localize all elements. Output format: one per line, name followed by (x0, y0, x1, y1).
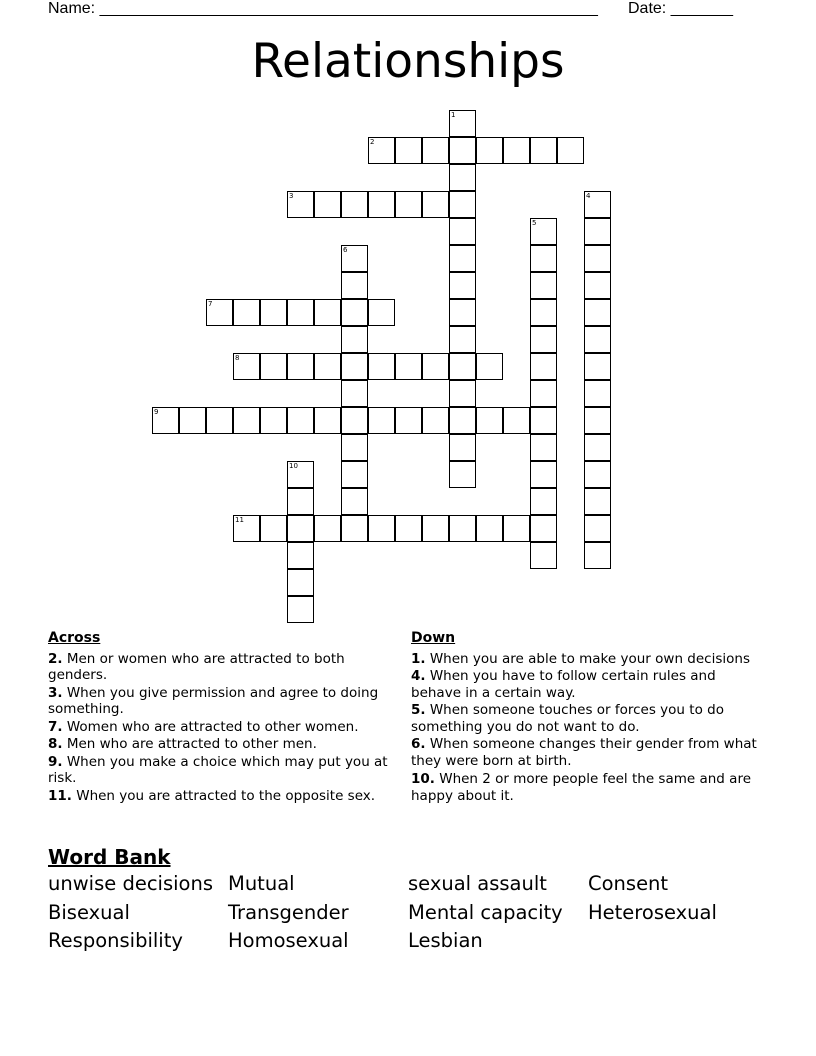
crossword-cell[interactable] (260, 515, 287, 542)
crossword-cell[interactable] (395, 137, 422, 164)
crossword-cell[interactable] (530, 488, 557, 515)
crossword-cell[interactable] (341, 191, 368, 218)
crossword-cell[interactable] (395, 353, 422, 380)
crossword-cell[interactable] (584, 515, 611, 542)
word-bank-item: Mental capacity (408, 901, 563, 924)
crossword-cell[interactable] (530, 407, 557, 434)
clue-down-10: 10. When 2 or more people feel the same and are happy about it. (411, 771, 751, 804)
crossword-cell[interactable] (584, 461, 611, 488)
clue-across-11: 11. When you are attracted to the opposite sex. (48, 787, 376, 804)
crossword-cell[interactable] (260, 299, 287, 326)
crossword-cell[interactable] (422, 407, 449, 434)
word-bank-item: unwise decisions (48, 872, 213, 895)
crossword-cell[interactable] (449, 245, 476, 272)
crossword-cell[interactable] (449, 353, 476, 380)
crossword-cell[interactable] (530, 272, 557, 299)
name-field[interactable]: Name: ________________________________________________________ (48, 0, 598, 17)
crossword-cell[interactable] (476, 137, 503, 164)
crossword-cell[interactable] (287, 515, 314, 542)
crossword-cell[interactable] (422, 353, 449, 380)
down-heading: Down (411, 630, 456, 646)
clue-down-5: 5. When someone touches or forces you to do something you do not want to do. (411, 702, 724, 735)
crossword-cell[interactable] (287, 299, 314, 326)
crossword-cell[interactable] (584, 380, 611, 407)
crossword-cell[interactable] (476, 407, 503, 434)
crossword-cell[interactable] (341, 461, 368, 488)
crossword-cell[interactable] (557, 137, 584, 164)
clue-across-7: 7. Women who are attracted to other women. (48, 718, 359, 735)
date-field[interactable]: Date: _______ (628, 0, 733, 17)
crossword-cell[interactable] (584, 299, 611, 326)
crossword-cell[interactable] (449, 191, 476, 218)
clue-number: 4 (586, 192, 591, 200)
crossword-cell[interactable] (287, 191, 314, 218)
crossword-cell[interactable] (530, 326, 557, 353)
crossword-cell[interactable] (449, 407, 476, 434)
crossword-cell[interactable] (530, 515, 557, 542)
crossword-cell[interactable] (530, 137, 557, 164)
crossword-cell[interactable] (395, 407, 422, 434)
crossword-cell[interactable] (287, 569, 314, 596)
crossword-cell[interactable] (233, 407, 260, 434)
down-clues (411, 630, 761, 805)
clue-down-1: 1. When you are able to make your own decisions (411, 650, 750, 667)
crossword-cell[interactable] (449, 164, 476, 191)
crossword-cell[interactable] (530, 461, 557, 488)
word-bank-item: sexual assault (408, 872, 547, 895)
crossword-cell[interactable] (341, 515, 368, 542)
crossword-cell[interactable] (287, 488, 314, 515)
crossword-cell[interactable] (260, 353, 287, 380)
crossword-cell[interactable] (530, 380, 557, 407)
crossword-cell[interactable] (368, 407, 395, 434)
across-clues (48, 630, 393, 805)
clue-across-2: 2. Men or women who are attracted to both genders. (48, 650, 345, 683)
crossword-cell[interactable] (503, 515, 530, 542)
crossword-cell[interactable] (584, 407, 611, 434)
crossword-cell[interactable] (341, 353, 368, 380)
crossword-cell[interactable] (341, 245, 368, 272)
clue-number: 10 (289, 462, 298, 470)
crossword-cell[interactable] (530, 218, 557, 245)
crossword-cell[interactable] (341, 434, 368, 461)
crossword-cell[interactable] (530, 353, 557, 380)
crossword-cell[interactable] (341, 326, 368, 353)
crossword-cell[interactable] (206, 407, 233, 434)
crossword-cell[interactable] (584, 245, 611, 272)
crossword-cell[interactable] (584, 218, 611, 245)
crossword-cell[interactable] (368, 137, 395, 164)
word-bank-item: Heterosexual (588, 901, 717, 924)
crossword-cell[interactable] (314, 515, 341, 542)
crossword-cell[interactable] (449, 380, 476, 407)
clue-number: 6 (343, 246, 348, 254)
page-title: Relationships (251, 34, 565, 89)
crossword-cell[interactable] (260, 407, 287, 434)
crossword-cell[interactable] (287, 353, 314, 380)
crossword-cell[interactable] (368, 353, 395, 380)
crossword-cell[interactable] (314, 191, 341, 218)
crossword-cell[interactable] (314, 407, 341, 434)
word-bank-heading: Word Bank (48, 845, 171, 869)
crossword-cell[interactable] (341, 380, 368, 407)
crossword-cell[interactable] (449, 272, 476, 299)
crossword-cell[interactable] (314, 353, 341, 380)
crossword-cell[interactable] (530, 542, 557, 569)
crossword-cell[interactable] (449, 137, 476, 164)
crossword-cell[interactable] (395, 515, 422, 542)
clue-number: 3 (289, 192, 294, 200)
crossword-cell[interactable] (341, 407, 368, 434)
crossword-cell[interactable] (449, 110, 476, 137)
crossword-cell[interactable] (422, 137, 449, 164)
crossword-cell[interactable] (584, 542, 611, 569)
crossword-cell[interactable] (584, 191, 611, 218)
crossword-cell[interactable] (233, 353, 260, 380)
crossword-cell[interactable] (152, 407, 179, 434)
crossword-cell[interactable] (179, 407, 206, 434)
word-bank-item: Consent (588, 872, 669, 895)
crossword-cell[interactable] (233, 299, 260, 326)
crossword-cell[interactable] (287, 461, 314, 488)
crossword-cell[interactable] (449, 326, 476, 353)
crossword-cell[interactable] (503, 137, 530, 164)
crossword-cell[interactable] (368, 191, 395, 218)
clue-number: 9 (154, 408, 159, 416)
clue-across-3: 3. When you give permission and agree to doing something. (48, 684, 379, 717)
crossword-cell[interactable] (584, 353, 611, 380)
crossword-cell[interactable] (341, 488, 368, 515)
word-bank-item: Bisexual (48, 901, 130, 924)
crossword-cell[interactable] (368, 515, 395, 542)
crossword-cell[interactable] (584, 488, 611, 515)
clue-number: 11 (235, 516, 244, 524)
crossword-cell[interactable] (314, 299, 341, 326)
crossword-cell[interactable] (287, 407, 314, 434)
word-bank-item: Responsibility (48, 929, 183, 952)
crossword-cell[interactable] (584, 272, 611, 299)
clue-number: 7 (208, 300, 213, 308)
crossword-cell[interactable] (422, 515, 449, 542)
crossword-cell[interactable] (530, 299, 557, 326)
crossword-cell[interactable] (503, 407, 530, 434)
crossword-cell[interactable] (233, 515, 260, 542)
clue-number: 1 (451, 111, 456, 119)
clue-down-4: 4. When you have to follow certain rules and behave in a certain way. (411, 668, 716, 701)
clue-down-6: 6. When someone changes their gender from what they were born at birth. (411, 736, 757, 769)
clue-number: 8 (235, 354, 240, 362)
word-bank-item: Lesbian (408, 929, 483, 952)
crossword-cell[interactable] (422, 191, 449, 218)
crossword-cell[interactable] (395, 191, 422, 218)
crossword-cell[interactable] (449, 218, 476, 245)
crossword-cell[interactable] (449, 515, 476, 542)
word-bank-item: Transgender (228, 901, 349, 924)
crossword-cell[interactable] (449, 299, 476, 326)
clue-across-8: 8. Men who are attracted to other men. (48, 736, 317, 752)
word-bank-item: Mutual (228, 872, 295, 895)
crossword-cell[interactable] (206, 299, 233, 326)
crossword-cell[interactable] (287, 596, 314, 623)
crossword-cell[interactable] (584, 434, 611, 461)
word-bank-item: Homosexual (228, 929, 349, 952)
crossword-cell[interactable] (368, 299, 395, 326)
crossword-cell[interactable] (530, 245, 557, 272)
crossword-cell[interactable] (449, 461, 476, 488)
crossword-cell[interactable] (530, 434, 557, 461)
crossword-cell[interactable] (287, 542, 314, 569)
crossword-cell[interactable] (476, 353, 503, 380)
across-heading: Across (48, 630, 101, 646)
crossword-cell[interactable] (341, 299, 368, 326)
clue-across-9: 9. When you make a choice which may put you at risk. (48, 753, 388, 786)
clue-number: 5 (532, 219, 537, 227)
crossword-cell[interactable] (476, 515, 503, 542)
crossword-cell[interactable] (341, 272, 368, 299)
crossword-cell[interactable] (584, 326, 611, 353)
clue-number: 2 (370, 138, 375, 146)
crossword-cell[interactable] (449, 434, 476, 461)
